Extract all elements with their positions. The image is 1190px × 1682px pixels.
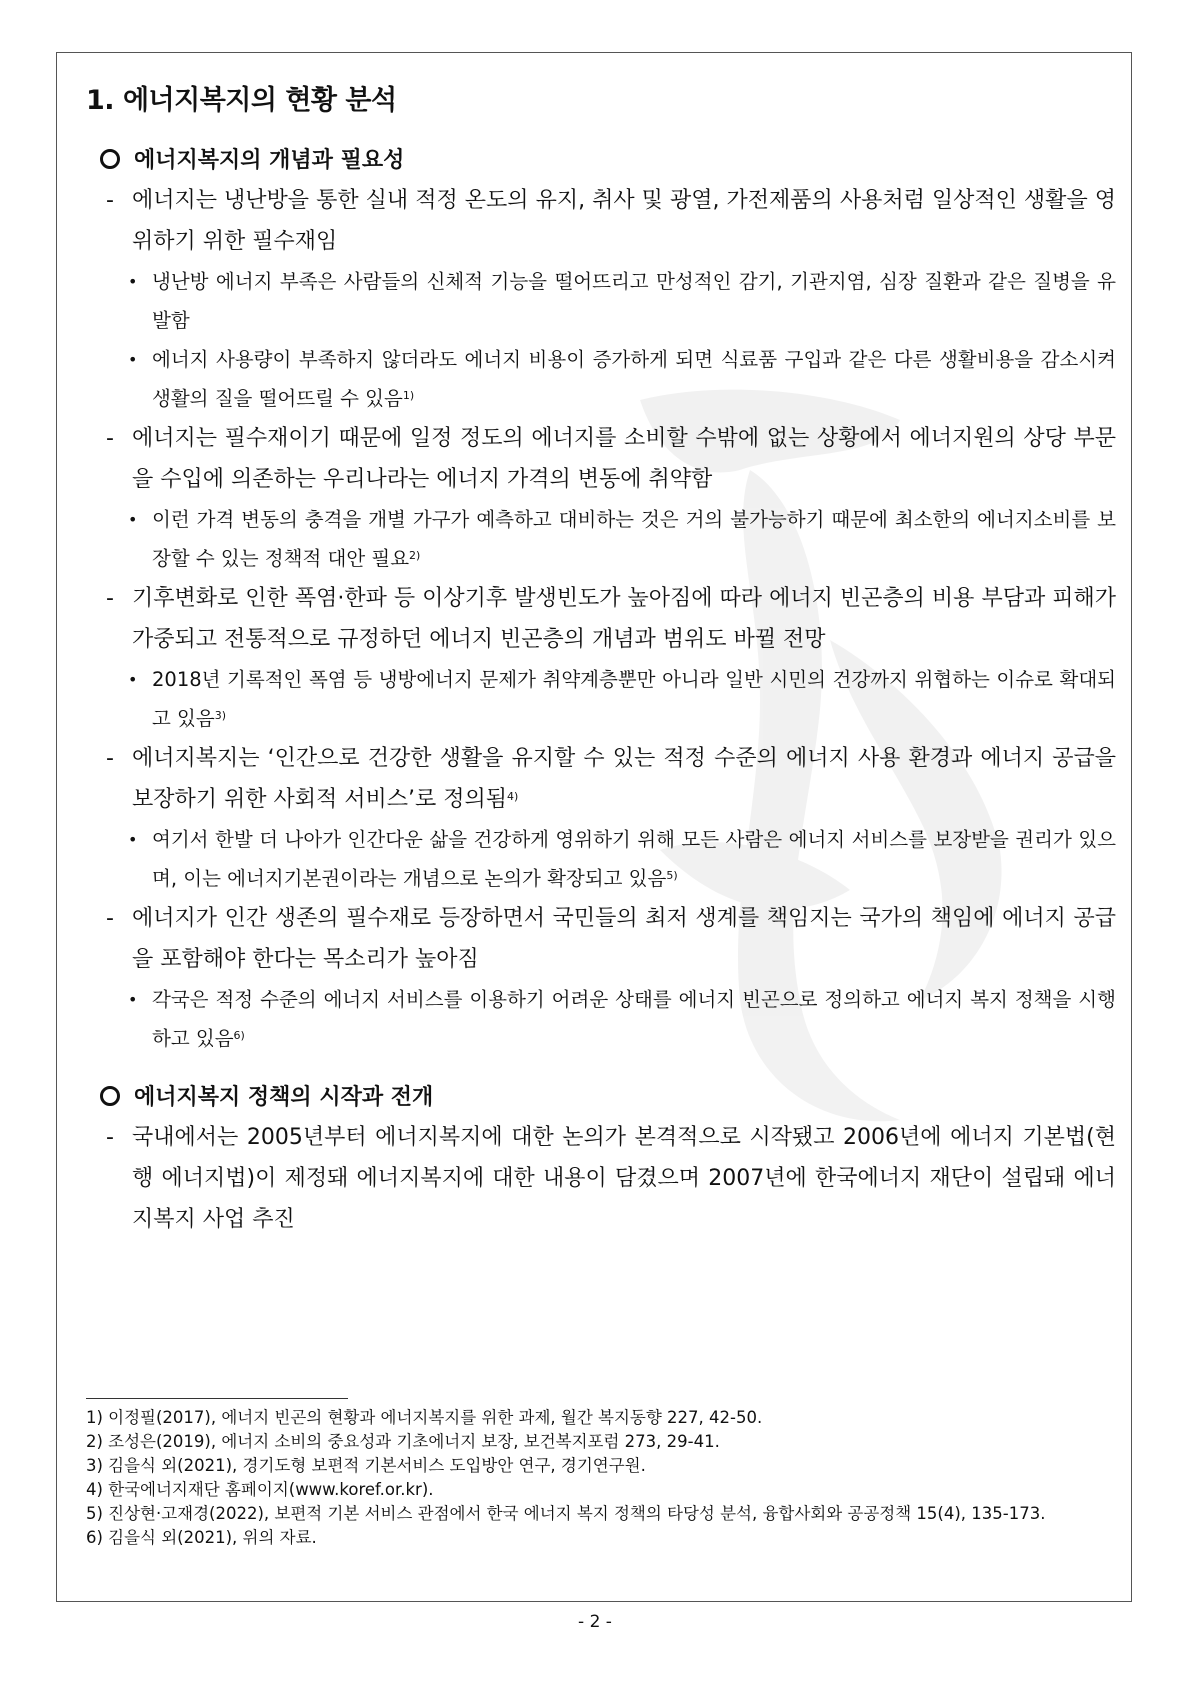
footnote-ref: 2) [409, 549, 421, 562]
footnote: 4) 한국에너지재단 홈페이지(www.koref.or.kr). [86, 1480, 434, 1499]
footnote: 3) 김을식 외(2021), 경기도형 보편적 기본서비스 도입방안 연구, 경기연구원. [86, 1456, 646, 1475]
section-heading-concept [100, 143, 1116, 174]
footnote-ref: 6) [233, 1029, 245, 1042]
page-number: - 2 - [578, 1612, 612, 1632]
bullet-item: • 2018년 기록적인 폭염 등 냉방에너지 문제가 취약계층뿐만 아니라 일반 시민의 건강까지 위협하는 이슈로 확대되고 있음$^{3)}$ [128, 668, 1116, 730]
footnote-ref: 1) [402, 389, 415, 402]
footnote-ref: 4) [507, 790, 519, 803]
chapter-heading: 1. 에너지복지의 현황 분석 [86, 85, 397, 116]
bullet-item: • 각국은 적정 수준의 에너지 서비스를 이용하기 어려운 상태를 에너지 빈곤으로 정의하고 에너지 복지 정책을 시행하고 있음$^{6)}$ [128, 988, 1116, 1050]
footnote: 6) 김을식 외(2021), 위의 자료. [86, 1528, 317, 1547]
dash-item: - 에너지가 인간 생존의 필수재로 등장하면서 국민들의 최저 생계를 책임지는 국가의 책임에 에너지 공급을 포함해야 한다는 목소리가 높아짐 [106, 906, 1116, 972]
document-body [86, 78, 1116, 1240]
footnote: 1) 이정필(2017), 에너지 빈곤의 현황과 에너지복지를 위한 과제, 월간 복지동향 227, 42-50. [86, 1408, 763, 1427]
dash-item: - 에너지는 냉난방을 통한 실내 적정 온도의 유지, 취사 및 광열, 가전제품의 사용처럼 일상적인 생활을 영위하기 위한 필수재임 [106, 188, 1116, 254]
bullet-item: • 이런 가격 변동의 충격을 개별 가구가 예측하고 대비하는 것은 거의 불가능하기 때문에 최소한의 에너지소비를 보장할 수 있는 정책적 대안 필요$^{2)}$ [128, 508, 1116, 570]
section-title: 에너지복지 정책의 시작과 전개 [134, 1085, 434, 1110]
footnote-separator [86, 1398, 348, 1399]
circle-bullet-icon [100, 149, 120, 169]
dash-item: - 국내에서는 2005년부터 에너지복지에 대한 논의가 본격적으로 시작됐고 2006년에 에너지 기본법(현행 에너지법)이 제정돼 에너지복지에 대한 내용이 담겼으며 2007년에 한국에너지 재단이 설립돼 에너지복지 사업 추진 [106, 1125, 1116, 1232]
footnote-ref: 5) [666, 869, 678, 882]
section-heading-policy [100, 1080, 1116, 1111]
bullet-item: • 냉난방 에너지 부족은 사람들의 신체적 기능을 떨어뜨리고 만성적인 감기, 기관지염, 심장 질환과 같은 질병을 유발함 [128, 270, 1116, 332]
dash-item: - 기후변화로 인한 폭염·한파 등 이상기후 발생빈도가 높아짐에 따라 에너지 빈곤층의 비용 부담과 피해가 가중되고 전통적으로 규정하던 에너지 빈곤층의 개념과 범위도 바뀔 전망 [106, 586, 1116, 652]
section-title: 에너지복지의 개념과 필요성 [134, 148, 405, 173]
circle-bullet-icon [100, 1086, 120, 1106]
dash-item: - 에너지복지는 ‘인간으로 건강한 생활을 유지할 수 있는 적정 수준의 에너지 사용 환경과 에너지 공급을 보장하기 위한 사회적 서비스’로 정의됨$^{4)}$ [106, 746, 1116, 812]
dash-item: - 에너지는 필수재이기 때문에 일정 정도의 에너지를 소비할 수밖에 없는 상황에서 에너지원의 상당 부문을 수입에 의존하는 우리나라는 에너지 가격의 변동에 취약함 [106, 426, 1116, 492]
footnote-ref: 3) [214, 709, 227, 722]
footnote: 5) 진상현·고재경(2022), 보편적 기본 서비스 관점에서 한국 에너지 복지 정책의 타당성 분석, 융합사회와 공공정책 15(4), 135-173. [86, 1504, 1046, 1523]
bullet-item: • 에너지 사용량이 부족하지 않더라도 에너지 비용이 증가하게 되면 식료품 구입과 같은 다른 생활비용을 감소시켜 생활의 질을 떨어뜨릴 수 있음$^{1)}$ [128, 348, 1116, 410]
footnote: 2) 조성은(2019), 에너지 소비의 중요성과 기초에너지 보장, 보건복지포럼 273, 29-41. [86, 1432, 720, 1451]
bullet-item: • 여기서 한발 더 나아가 인간다운 삶을 건강하게 영위하기 위해 모든 사람은 에너지 서비스를 보장받을 권리가 있으며, 이는 에너지기본권이라는 개념으로 논의가 확장되고 있음$^{5)}$ [128, 828, 1116, 890]
footnotes [86, 1406, 1086, 1550]
